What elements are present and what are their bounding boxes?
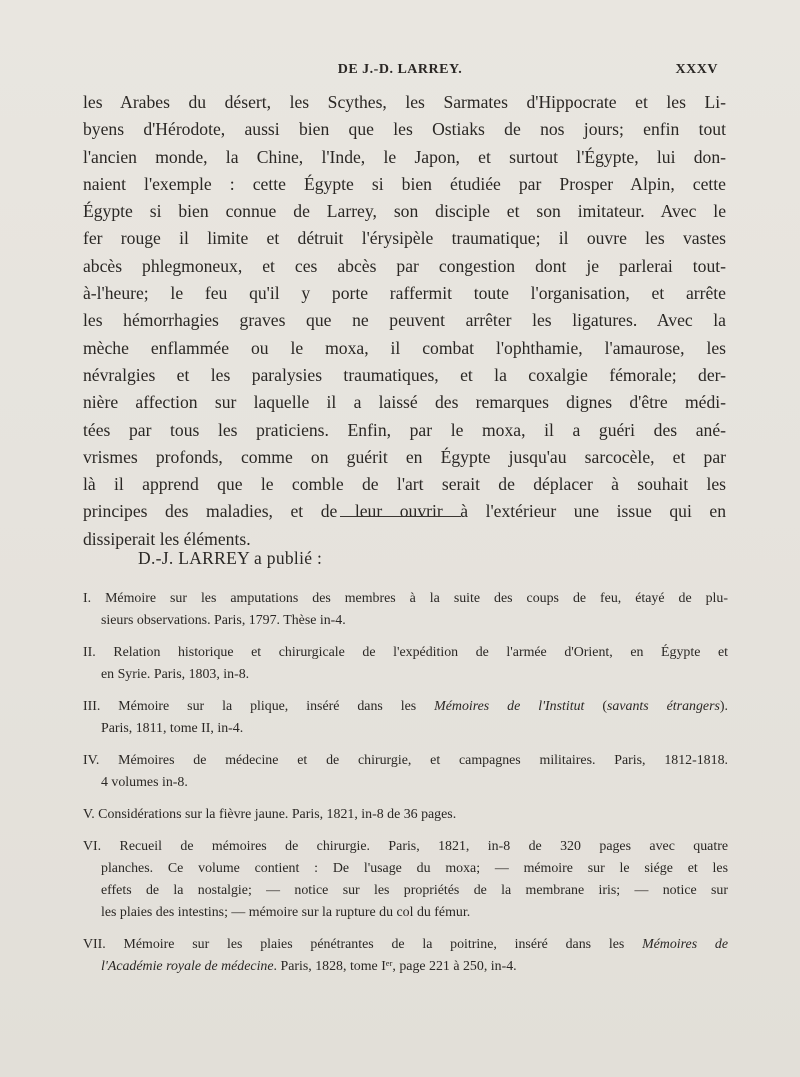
entry-line: I. Mémoire sur les amputations des membres à la suite des coups de feu, étayé de plu- bbox=[83, 591, 728, 606]
bibliography-entry-5 bbox=[83, 804, 728, 826]
body-line: byens d'Hérodote, aussi bien que les Ostiaks de nos jours; enfin tout bbox=[83, 119, 726, 140]
body-paragraph bbox=[83, 89, 726, 553]
body-line: dissiperait les éléments. bbox=[83, 528, 251, 549]
entry-line: II. Relation historique et chirurgicale de l'expédition de l'armée d'Orient, en Égypte et bbox=[83, 645, 728, 660]
body-line: tées par tous les praticiens. Enfin, par le moxa, il a guéri des ané- bbox=[83, 419, 726, 440]
entry-line bbox=[83, 696, 728, 718]
entry-text: ( bbox=[584, 699, 608, 714]
entry-italic-title: l'Académie royale de médecine bbox=[101, 959, 274, 974]
bibliography-entry-7 bbox=[83, 934, 728, 978]
running-head bbox=[0, 62, 800, 84]
bibliography-list bbox=[83, 588, 728, 988]
entry-line bbox=[83, 956, 728, 978]
entry-italic-title: Mémoires de l'Institut bbox=[434, 699, 585, 714]
entry-line bbox=[83, 934, 728, 956]
body-line: naient l'exemple : cette Égypte si bien étudiée par Prosper Alpin, cette bbox=[83, 173, 726, 194]
bibliography-entry-4 bbox=[83, 750, 728, 794]
entry-italic-note: savants étrangers bbox=[607, 699, 720, 714]
running-title: DE J.-D. LARREY. bbox=[337, 62, 463, 77]
body-line: mèche enflammée ou le moxa, il combat l'ophthamie, l'amaurose, les bbox=[83, 337, 726, 358]
body-line: là il apprend que le comble de l'art serait de déplacer à souhait les bbox=[83, 474, 726, 495]
body-line: vrismes profonds, comme on guérit en Égypte jusqu'au sarcocèle, et par bbox=[83, 446, 726, 467]
entry-line: effets de la nostalgie; — notice sur les propriétés de la membrane iris; — notice sur bbox=[101, 883, 728, 898]
entry-line: V. Considérations sur la fièvre jaune. Paris, 1821, in-8 de 36 pages. bbox=[83, 807, 457, 822]
body-line: à-l'heure; le feu qu'il y porte raffermit toute l'organisation, et arrête bbox=[83, 283, 726, 304]
entry-line: VI. Recueil de mémoires de chirurgie. Paris, 1821, in-8 de 320 pages avec quatre bbox=[83, 839, 728, 854]
entry-line: IV. Mémoires de médecine et de chirurgie, et campagnes militaires. Paris, 1812-1818. bbox=[83, 753, 728, 768]
entry-text: . Paris, 1828, tome Iᵉʳ, page 221 à 250, in-4. bbox=[273, 959, 517, 974]
entry-text: ). bbox=[719, 699, 728, 714]
body-line: nière affection sur laquelle il a laissé des remarques dignes d'être médi- bbox=[83, 392, 726, 413]
section-divider bbox=[340, 516, 461, 517]
entry-text: VII. Mémoire sur les plaies pénétrantes de la poitrine, inséré dans les bbox=[83, 937, 643, 952]
body-line: abcès phlegmoneux, et ces abcès par congestion dont je parlerai tout- bbox=[83, 255, 726, 276]
body-line: les hémorrhagies graves que ne peuvent arrêter les ligatures. Avec la bbox=[83, 310, 726, 331]
entry-line: les plaies des intestins; — mémoire sur la rupture du col du fémur. bbox=[101, 905, 471, 920]
bibliography-entry-2 bbox=[83, 642, 728, 686]
entry-text: III. Mémoire sur la plique, inséré dans les bbox=[83, 699, 435, 714]
body-line: les Arabes du désert, les Scythes, les Sarmates d'Hippocrate et les Li- bbox=[83, 92, 726, 112]
body-line: l'ancien monde, la Chine, l'Inde, le Japon, et surtout l'Égypte, lui don- bbox=[83, 146, 726, 167]
entry-italic-title: Mémoires de bbox=[642, 937, 728, 952]
entry-line: en Syrie. Paris, 1803, in-8. bbox=[101, 667, 250, 682]
entry-line: Paris, 1811, tome II, in-4. bbox=[101, 721, 244, 736]
bibliography-entry-3 bbox=[83, 696, 728, 740]
bibliography-entry-1 bbox=[83, 588, 728, 632]
publications-heading: D.-J. LARREY a publié : bbox=[138, 548, 323, 568]
page-number: XXXV bbox=[675, 62, 718, 77]
entry-line: sieurs observations. Paris, 1797. Thèse in-4. bbox=[101, 613, 346, 628]
body-line: névralgies et les paralysies traumatiques, et la coxalgie fémorale; der- bbox=[83, 364, 726, 385]
body-line: principes des maladies, et de leur ouvrir à l'extérieur une issue qui en bbox=[83, 501, 726, 522]
bibliography-entry-6 bbox=[83, 836, 728, 924]
body-line: fer rouge il limite et détruit l'érysipèle traumatique; il ouvre les vastes bbox=[83, 228, 726, 249]
body-line: Égypte si bien connue de Larrey, son disciple et son imitateur. Avec le bbox=[83, 201, 726, 222]
entry-line: planches. Ce volume contient : De l'usage du moxa; — mémoire sur le siége et les bbox=[101, 861, 728, 876]
entry-line: 4 volumes in-8. bbox=[101, 775, 188, 790]
